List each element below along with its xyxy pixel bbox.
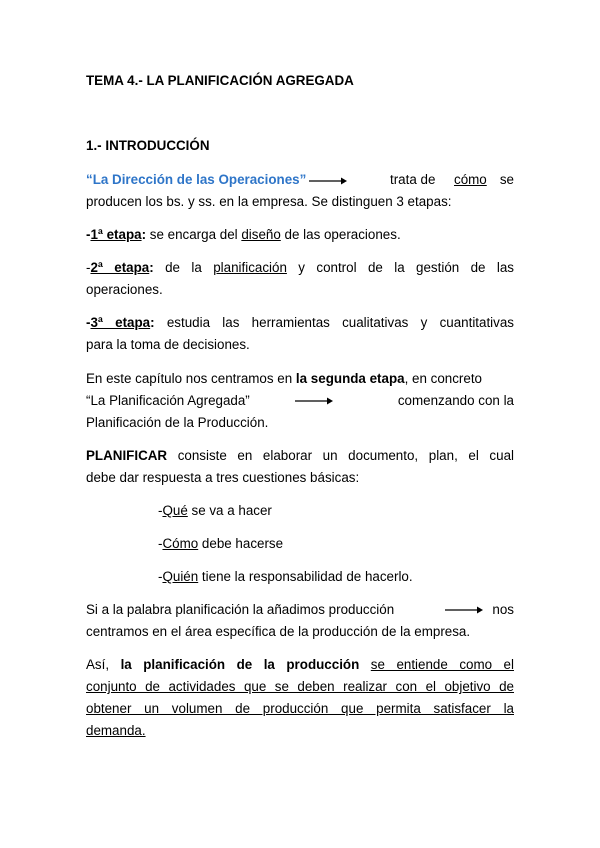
- cuestion-dash: -: [158, 536, 163, 551]
- planificar-text: consiste en elaborar un documento, plan, el cual: [167, 448, 514, 463]
- etapa-2-planificacion: planificación: [213, 260, 287, 275]
- intro-line-1: [86, 171, 514, 189]
- arrow-icon: [444, 605, 484, 615]
- definicion-asi: Así,: [86, 657, 121, 672]
- etapa-1-text: se encarga del: [146, 227, 242, 242]
- planificar-word: PLANIFICAR: [86, 448, 168, 463]
- capitulo-text: En este capítulo nos centramos en: [86, 371, 296, 386]
- etapa-1-dash: -: [86, 227, 91, 242]
- etapa-3-label: 3ª etapa: [90, 315, 151, 330]
- cuestion-keyword: Cómo: [162, 536, 199, 551]
- intro-como: cómo: [454, 172, 487, 187]
- cuestion-dash: -: [158, 569, 163, 584]
- etapa-3-dash: -: [86, 315, 91, 330]
- etapa-1-label: 1ª etapa: [90, 227, 142, 242]
- document-title: TEMA 4.- LA PLANIFICACIÓN AGREGADA: [86, 73, 354, 88]
- definicion-underlined: se entiende como el: [370, 657, 514, 672]
- etapa-3: [86, 314, 514, 332]
- etapa-3-line-2: para la toma de decisiones.: [86, 337, 250, 352]
- capitulo-segunda-etapa: la segunda etapa: [295, 371, 405, 386]
- cuestion-text: debe hacerse: [198, 536, 284, 551]
- etapa-1-diseno: diseño: [241, 227, 281, 242]
- produccion-text: Si a la palabra planificación la añadimos producción: [86, 602, 395, 617]
- capitulo-quote: “La Planificación Agregada”: [86, 393, 250, 408]
- cuestion-que: [158, 502, 272, 520]
- cuestion-keyword: Quién: [162, 569, 199, 584]
- cuestion-keyword: Qué: [162, 503, 188, 518]
- capitulo-line-2: [86, 392, 514, 410]
- capitulo-text-end: , en concreto: [404, 371, 482, 386]
- etapa-2-dash: -: [86, 260, 91, 275]
- planificar-line-1: [86, 447, 514, 465]
- cuestion-como: [158, 535, 283, 553]
- planificar-line-2: debe dar respuesta a tres cuestiones básicas:: [86, 470, 360, 485]
- definicion-line-2: conjunto de actividades que se deben realizar con el objetivo de: [86, 679, 514, 694]
- cuestion-quien: [158, 568, 413, 586]
- etapa-2: [86, 259, 514, 277]
- etapa-2-text-end: y control de la gestión de las: [286, 260, 514, 275]
- intro-line-2: producen los bs. y ss. en la empresa. Se distinguen 3 etapas:: [86, 194, 452, 209]
- capitulo-comenzando: comenzando con la: [397, 393, 514, 408]
- etapa-1: [86, 226, 514, 244]
- produccion-line-1: [86, 601, 514, 619]
- intro-trata: trata de: [390, 172, 436, 187]
- definicion-bold: la planificación de la producción: [120, 657, 360, 672]
- etapa-2-label: 2ª etapa: [90, 260, 150, 275]
- produccion-nos: nos: [492, 602, 514, 617]
- cuestion-dash: -: [158, 503, 163, 518]
- intro-se: se: [499, 172, 514, 187]
- arrow-icon: [294, 396, 334, 406]
- produccion-line-2: centramos en el área específica de la producción de la empresa.: [86, 624, 471, 639]
- definicion-line-1: [86, 656, 514, 674]
- etapa-2-text: de la: [153, 260, 214, 275]
- cuestion-text: tiene la responsabilidad de hacerlo.: [198, 569, 413, 584]
- definicion-line-4: demanda.: [86, 723, 146, 738]
- cuestion-text: se va a hacer: [187, 503, 272, 518]
- etapa-2-colon: :: [149, 260, 154, 275]
- etapa-1-text-end: de las operaciones.: [280, 227, 401, 242]
- etapa-3-text: estudia las herramientas cualitativas y cuantitativas: [154, 315, 514, 330]
- arrow-icon: [308, 176, 348, 186]
- section-heading: 1.- INTRODUCCIÓN: [86, 138, 210, 153]
- capitulo-line-1: [86, 370, 514, 388]
- capitulo-line-3: Planificación de la Producción.: [86, 415, 269, 430]
- etapa-2-line-2: operaciones.: [86, 282, 163, 297]
- intro-quote: “La Dirección de las Operaciones”: [86, 172, 307, 187]
- etapa-3-colon: :: [150, 315, 155, 330]
- etapa-1-colon: :: [141, 227, 147, 242]
- definicion-line-3: obtener un volumen de producción que permita satisfacer la: [86, 701, 514, 716]
